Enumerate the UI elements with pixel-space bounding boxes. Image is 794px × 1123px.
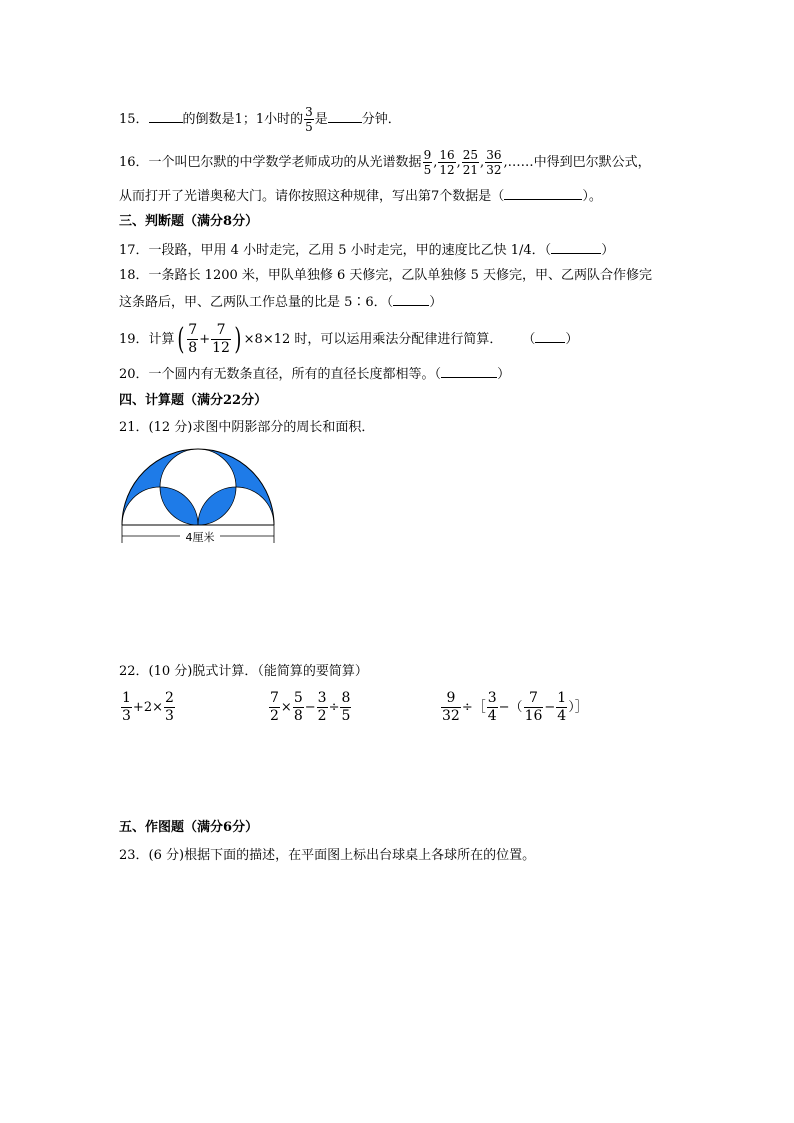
- q19-fraction-1: $\frac{7}{8}$: [188, 322, 198, 356]
- q20-answer-blank[interactable]: [441, 364, 497, 378]
- q15-blank-1[interactable]: [149, 109, 183, 123]
- question-20: 20．一个圆内有无数条直径，所有的直径长度都相等。（ ）: [119, 364, 510, 385]
- q16-answer-blank[interactable]: [504, 186, 582, 200]
- q22-expression-2: $\frac{7}{2}$ × $\frac{5}{8}$ − $\frac{3}{2}$ ÷ $\frac{8}{5}$: [270, 690, 351, 724]
- question-18: 18．一条路长 1200 米，甲队单独修 6 天修完，乙队单独修 5 天修完，甲、乙两队合作修完: [119, 268, 652, 283]
- question-16: 16．一个叫巴尔默的中学数学老师成功的从光谱数据 $\frac{9}{5}$ , $\frac{16}{12}$ , $\frac{25}{21}$ , $\frac{36}{32}$ ,……中得到巴尔默公式，: [119, 148, 651, 177]
- q16-fraction-3: $\frac{25}{21}$: [462, 148, 479, 177]
- question-17: 17．一段路，甲用 4 小时走完，乙用 5 小时走完，甲的速度比乙快 1/4．（ ）: [119, 240, 614, 261]
- q15-fraction: $\frac{3}{5}$: [305, 105, 313, 134]
- q16-number: 16．: [119, 155, 149, 170]
- q15-number: 15．: [119, 112, 149, 127]
- section-4-heading: 四、计算题（满分22分）: [119, 393, 268, 408]
- q19-fraction-2: $\frac{7}{12}$: [212, 322, 230, 356]
- question-19: 19．计算( $\frac{7}{8}$ + $\frac{7}{12}$ ) ×8×12 时，可以运用乘法分配律进行简算． （ ）: [119, 321, 579, 357]
- section-3-heading: 三、判断题（满分8分）: [119, 214, 259, 229]
- q16-fraction-4: $\frac{36}{32}$: [486, 148, 502, 177]
- question-23: 23．(6 分)根据下面的描述，在平面图上标出台球桌上各球所在的位置。: [119, 848, 536, 863]
- question-16-line-2: 从而打开了光谱奥秘大门。请你按照这种规律，写出第7个数据是（ ）。: [119, 186, 602, 207]
- q19-answer-blank[interactable]: [535, 329, 565, 343]
- question-22: 22．(10 分)脱式计算．（能简算的要简算）: [119, 664, 368, 679]
- section-5-heading: 五、作图题（满分6分）: [119, 820, 259, 835]
- q22-expression-1: $\frac{1}{3}$ +2× $\frac{2}{3}$: [122, 690, 174, 724]
- q19-left-paren: (: [176, 321, 184, 357]
- q21-length-label: 4厘米: [185, 531, 215, 544]
- question-18-line-2: 这条路后，甲、乙两队工作总量的比是 5∶6．（ ）: [119, 292, 442, 313]
- question-21: 21．(12 分)求图中阴影部分的周长和面积．: [119, 420, 375, 435]
- question-15: 15． 的倒数是1；1小时的 $\frac{3}{5}$ 是 分钟．: [119, 105, 401, 134]
- q16-fraction-2: $\frac{16}{12}$: [439, 148, 455, 177]
- q16-fraction-1: $\frac{9}{5}$: [423, 148, 432, 177]
- q22-expression-3: $\frac{9}{32}$ ÷［ $\frac{3}{4}$ −（ $\frac{7}{16}$ − $\frac{1}{4}$ ）］: [442, 690, 588, 724]
- q18-answer-blank[interactable]: [393, 292, 429, 306]
- q15-blank-2[interactable]: [328, 109, 362, 123]
- q17-answer-blank[interactable]: [551, 240, 601, 254]
- q21-figure: [120, 443, 280, 553]
- q19-right-paren: ): [234, 321, 242, 357]
